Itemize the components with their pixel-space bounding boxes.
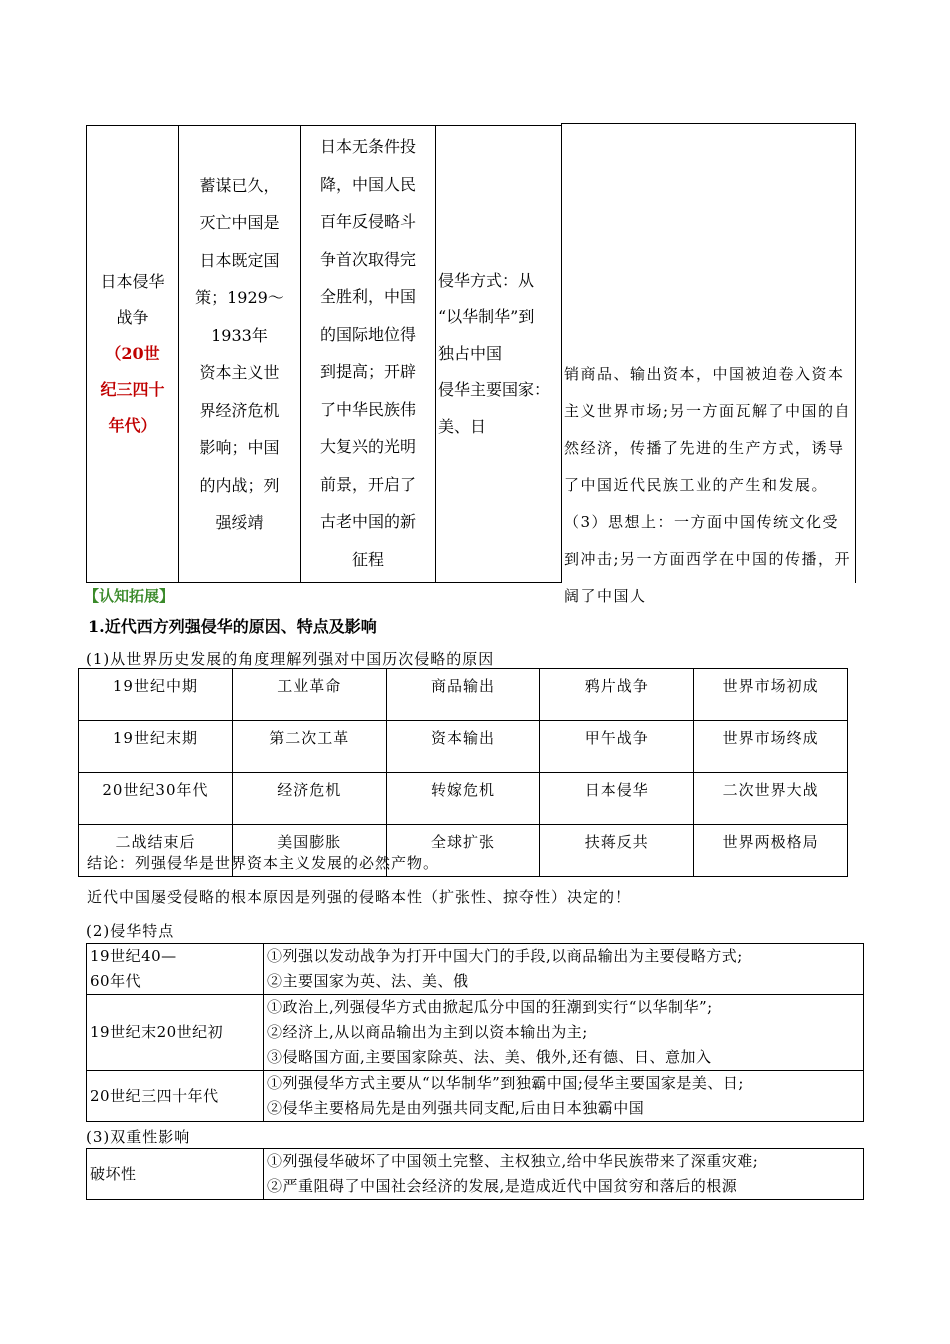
background-line: 蓄谋已久， xyxy=(199,175,280,195)
table-cell: 工业革命 xyxy=(232,669,386,721)
background-line: 强绥靖 xyxy=(215,513,264,532)
background-line: 日本既定国 xyxy=(199,250,280,270)
subheading-2: (2)侵华特点 xyxy=(86,922,175,940)
table-cell: 世界市场初成 xyxy=(694,669,848,721)
result-line: 到提高；开辟 xyxy=(319,362,416,381)
table-row xyxy=(87,995,864,1071)
event-name-line: 日本侵华 xyxy=(100,272,165,291)
impact-line: 销商品、输出资本，中国被迫卷入资本 xyxy=(564,365,845,383)
result-line: 全胜利，中国 xyxy=(319,287,416,306)
items-cell xyxy=(264,944,864,995)
list-item: ①列强侵华方式主要从“以华制华”到独霸中国;侵华主要国家是美、日; xyxy=(267,1074,744,1092)
table-row xyxy=(87,1071,864,1122)
impact-line: 到冲击;另一方面西学在中国的传播，开 xyxy=(564,550,852,568)
features-line: 侵华主要国家： xyxy=(438,380,551,400)
table-row xyxy=(79,773,848,825)
period-line: 60年代 xyxy=(90,972,142,990)
table-cell: 转嫁危机 xyxy=(386,773,540,825)
result-line: 日本无条件投 xyxy=(319,137,416,156)
background-line: 的内战；列 xyxy=(199,475,280,495)
conclusion-2: 近代中国屡受侵略的根本原因是列强的侵略本性（扩张性、掠夺性）决定的！ xyxy=(87,888,632,906)
features-line: 侵华方式：从 xyxy=(438,270,535,290)
list-item: ①列强侵华破坏了中国领土完整、主权独立,给中华民族带来了深重灾难; xyxy=(267,1152,759,1170)
result-line: 的国际地位得 xyxy=(319,324,416,344)
result-line: 前景，开启了 xyxy=(319,474,416,494)
table-cell: 20世纪30年代 xyxy=(79,773,233,825)
period-line: 19世纪40— xyxy=(90,947,177,965)
top-table-cell-background xyxy=(178,125,301,583)
background-line: 策；1929～ xyxy=(195,288,284,307)
table-cell: 世界两极格局 xyxy=(694,825,848,877)
table-row xyxy=(79,721,848,773)
background-line: 资本主义世 xyxy=(199,363,280,382)
table-row xyxy=(87,1149,864,1200)
list-item: ②主要国家为英、法、美、俄 xyxy=(267,972,469,990)
result-line: 了中华民族伟 xyxy=(319,399,416,419)
table-cell: 19世纪末期 xyxy=(79,721,233,773)
table-cell: 鸦片战争 xyxy=(540,669,694,721)
items-cell xyxy=(264,1149,864,1200)
table-cell: 美国膨胀 xyxy=(232,825,386,877)
table-cell: 全球扩张 xyxy=(386,825,540,877)
table-cell: 二次世界大战 xyxy=(694,773,848,825)
section-label: 【认知拓展】 xyxy=(84,587,175,605)
features-line: 独占中国 xyxy=(438,343,503,363)
impact-line: 然经济，传播了先进的生产方式，诱导 xyxy=(564,439,845,457)
table-row xyxy=(87,944,864,995)
background-line: 灭亡中国是 xyxy=(199,213,280,232)
table-cell: 世界市场终成 xyxy=(694,721,848,773)
list-item: ②严重阻碍了中国社会经济的发展,是造成近代中国贫穷和落后的根源 xyxy=(267,1177,738,1195)
conclusion-1: 结论：列强侵华是世界资本主义发展的必然产物。 xyxy=(87,854,440,872)
features-line: 美、日 xyxy=(438,416,487,436)
period-cell xyxy=(87,1071,264,1122)
reasons-table xyxy=(78,668,848,877)
top-table-cell-event xyxy=(86,125,179,583)
subheading-1: (1)从世界历史发展的角度理解列强对中国历次侵略的原因 xyxy=(86,650,495,668)
impact-line: 了中国近代民族工业的产生和发展。 xyxy=(564,476,829,494)
list-item: ①列强以发动战争为打开中国大门的手段,以商品输出为主要侵略方式; xyxy=(267,947,743,965)
event-name-line: 战争 xyxy=(116,308,149,327)
background-line: 界经济危机 xyxy=(199,400,280,420)
impact-line: 阔了中国人 xyxy=(564,587,647,605)
result-line: 征程 xyxy=(351,549,384,569)
list-item: ②侵华主要格局先是由列强共同支配,后由日本独霸中国 xyxy=(267,1099,645,1117)
heading-1: 1.近代西方列强侵华的原因、特点及影响 xyxy=(88,617,377,636)
result-line: 大复兴的光明 xyxy=(319,437,416,456)
label-cell: 破坏性 xyxy=(87,1149,264,1200)
features-line: “以华制华”到 xyxy=(438,307,535,327)
impact-table xyxy=(86,1148,864,1200)
table-cell: 资本输出 xyxy=(386,721,540,773)
event-period-line: （20世 xyxy=(105,344,160,363)
background-line: 影响；中国 xyxy=(199,438,280,457)
result-line: 古老中国的新 xyxy=(319,512,416,531)
list-item: ①政治上,列强侵华方式由掀起瓜分中国的狂潮到实行“以华制华”; xyxy=(267,998,713,1016)
impact-line: 主义世界市场;另一方面瓦解了中国的自 xyxy=(564,402,852,420)
table-cell: 扶蒋反共 xyxy=(540,825,694,877)
background-line: 1933年 xyxy=(211,325,268,345)
period-line: 20世纪三四十年代 xyxy=(90,1086,219,1105)
result-line: 降，中国人民 xyxy=(319,174,416,194)
table-cell: 日本侵华 xyxy=(540,773,694,825)
top-table-cell-features xyxy=(435,125,562,583)
items-cell xyxy=(264,1071,864,1122)
table-cell: 第二次工革 xyxy=(232,721,386,773)
table-cell: 经济危机 xyxy=(232,773,386,825)
period-line: 19世纪末20世纪初 xyxy=(90,1023,224,1041)
result-line: 百年反侵略斗 xyxy=(319,212,416,231)
impact-text xyxy=(564,356,856,615)
period-cell xyxy=(87,995,264,1071)
table-cell: 甲午战争 xyxy=(540,721,694,773)
table-cell: 商品输出 xyxy=(386,669,540,721)
impact-line: （3）思想上：一方面中国传统文化受 xyxy=(564,513,840,531)
list-item: ③侵略国方面,主要国家除英、法、美、俄外,还有德、日、意加入 xyxy=(267,1048,712,1066)
list-item: ②经济上,从以商品输出为主到以资本输出为主; xyxy=(267,1023,588,1041)
table-cell: 二战结束后 xyxy=(79,825,233,877)
period-cell xyxy=(87,944,264,995)
result-line: 争首次取得完 xyxy=(319,249,416,269)
event-period-line: 年代） xyxy=(108,416,157,435)
event-period-line: 纪三四十 xyxy=(100,380,165,399)
subheading-3: (3)双重性影响 xyxy=(86,1128,191,1146)
table-cell: 19世纪中期 xyxy=(79,669,233,721)
items-cell xyxy=(264,995,864,1071)
top-table-cell-result xyxy=(300,125,436,583)
features-table xyxy=(86,943,864,1122)
table-row xyxy=(79,669,848,721)
